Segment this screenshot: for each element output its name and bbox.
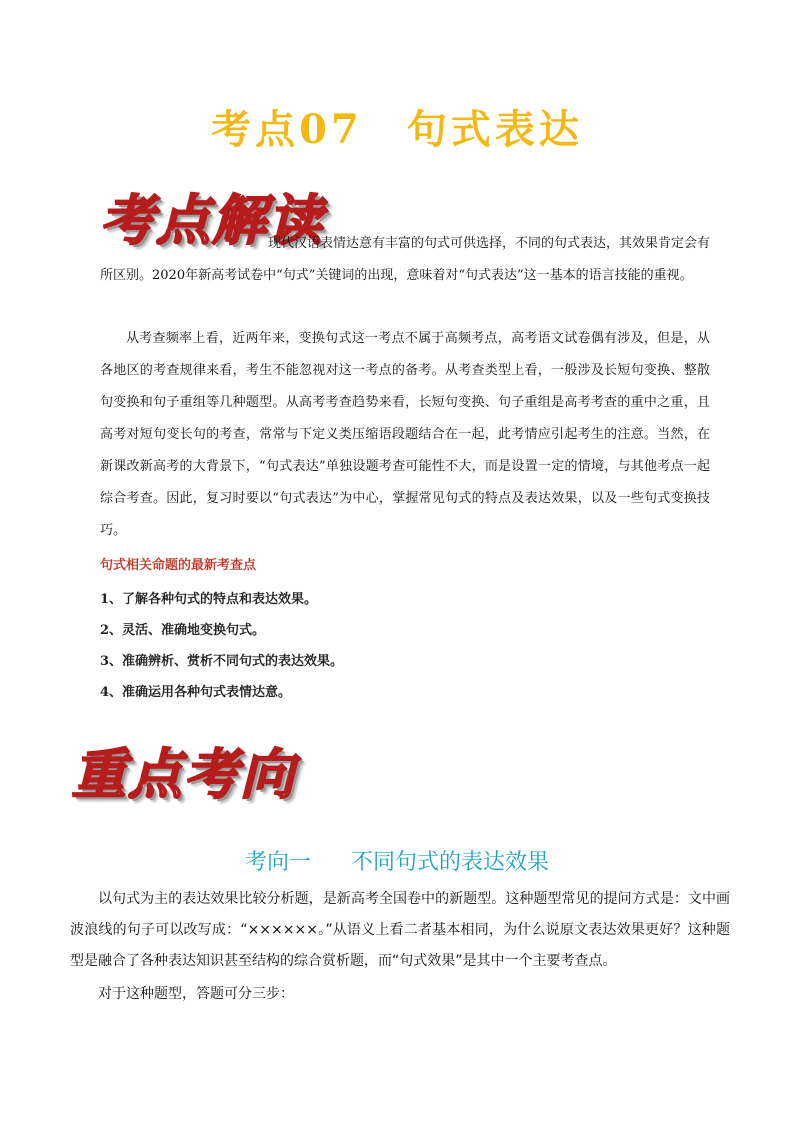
section-name: 不同句式的表达效果 bbox=[351, 850, 550, 875]
list-item: 1、了解各种句式的特点和表达效果。 bbox=[100, 592, 318, 607]
latest-points-subheading: 句式相关命题的最新考查点 bbox=[100, 558, 257, 573]
analysis-paragraph: 从考查频率上看，近两年来，变换句式这一考点不属于高频考点，高考语文试卷偶有涉及，但是，从各地区的考查规律来看，考生不能忽视对这一考点的备考。从考查类型上看，一般涉及长短句变换、整散句变换和句子重组等几种题型。从高考考查趋势来看，长短句变换、句子重组是高考考查的重中之重，且高考对短句变长句的考查，常常与下定义类压缩语段题结合在一起，此考情应引起考生的注意。当然，在新课改新高考的大背景下，“句式表达”单独设题考查可能性不大，而是设置一定的情境，与其他考点一起综合考查。因此，复习时要以“句式表达”为中心，掌握常见句式的特点及表达效果，以及一些句式变换技巧。 bbox=[100, 331, 710, 538]
list-item: 3、准确辨析、赏析不同句式的表达效果。 bbox=[100, 654, 344, 669]
points-list bbox=[100, 584, 343, 708]
list-item: 2、灵活、准确地变换句式。 bbox=[100, 623, 266, 638]
intro-paragraph: 现代汉语表情达意有丰富的句式可供选择，不同的句式表达，其效果肯定会有所区别。2020年新高考试卷中“句式”关键词的出现，意味着对“句式表达”这一基本的语言技能的重视。 bbox=[100, 236, 711, 283]
section-paragraph-1: 以句式为主的表达效果比较分析题，是新高考全国卷中的新题型。这种题型常见的提问方式是：文中画波浪线的句子可以改写成：“××××××。”从语义上看二者基本相同，为什么说原文表达效果更好？这种题型是融合了各种表达知识甚至结构的综合赏析题，而“句式效果”是其中一个主要考查点。 bbox=[70, 891, 730, 969]
deco-heading-kaodian-jiedu: 考点解读 bbox=[100, 189, 324, 252]
list-item: 4、准确运用各种句式表情达意。 bbox=[100, 685, 292, 700]
section-label: 考向一 bbox=[244, 850, 311, 875]
section-title bbox=[0, 845, 794, 876]
deco-heading-zhongdian-kaoxiang: 重点考向 bbox=[72, 743, 296, 806]
section-paragraph-2: 对于这种题型，答题可分三步： bbox=[98, 986, 294, 1002]
page-title: 考点07 句式表达 bbox=[211, 106, 583, 153]
